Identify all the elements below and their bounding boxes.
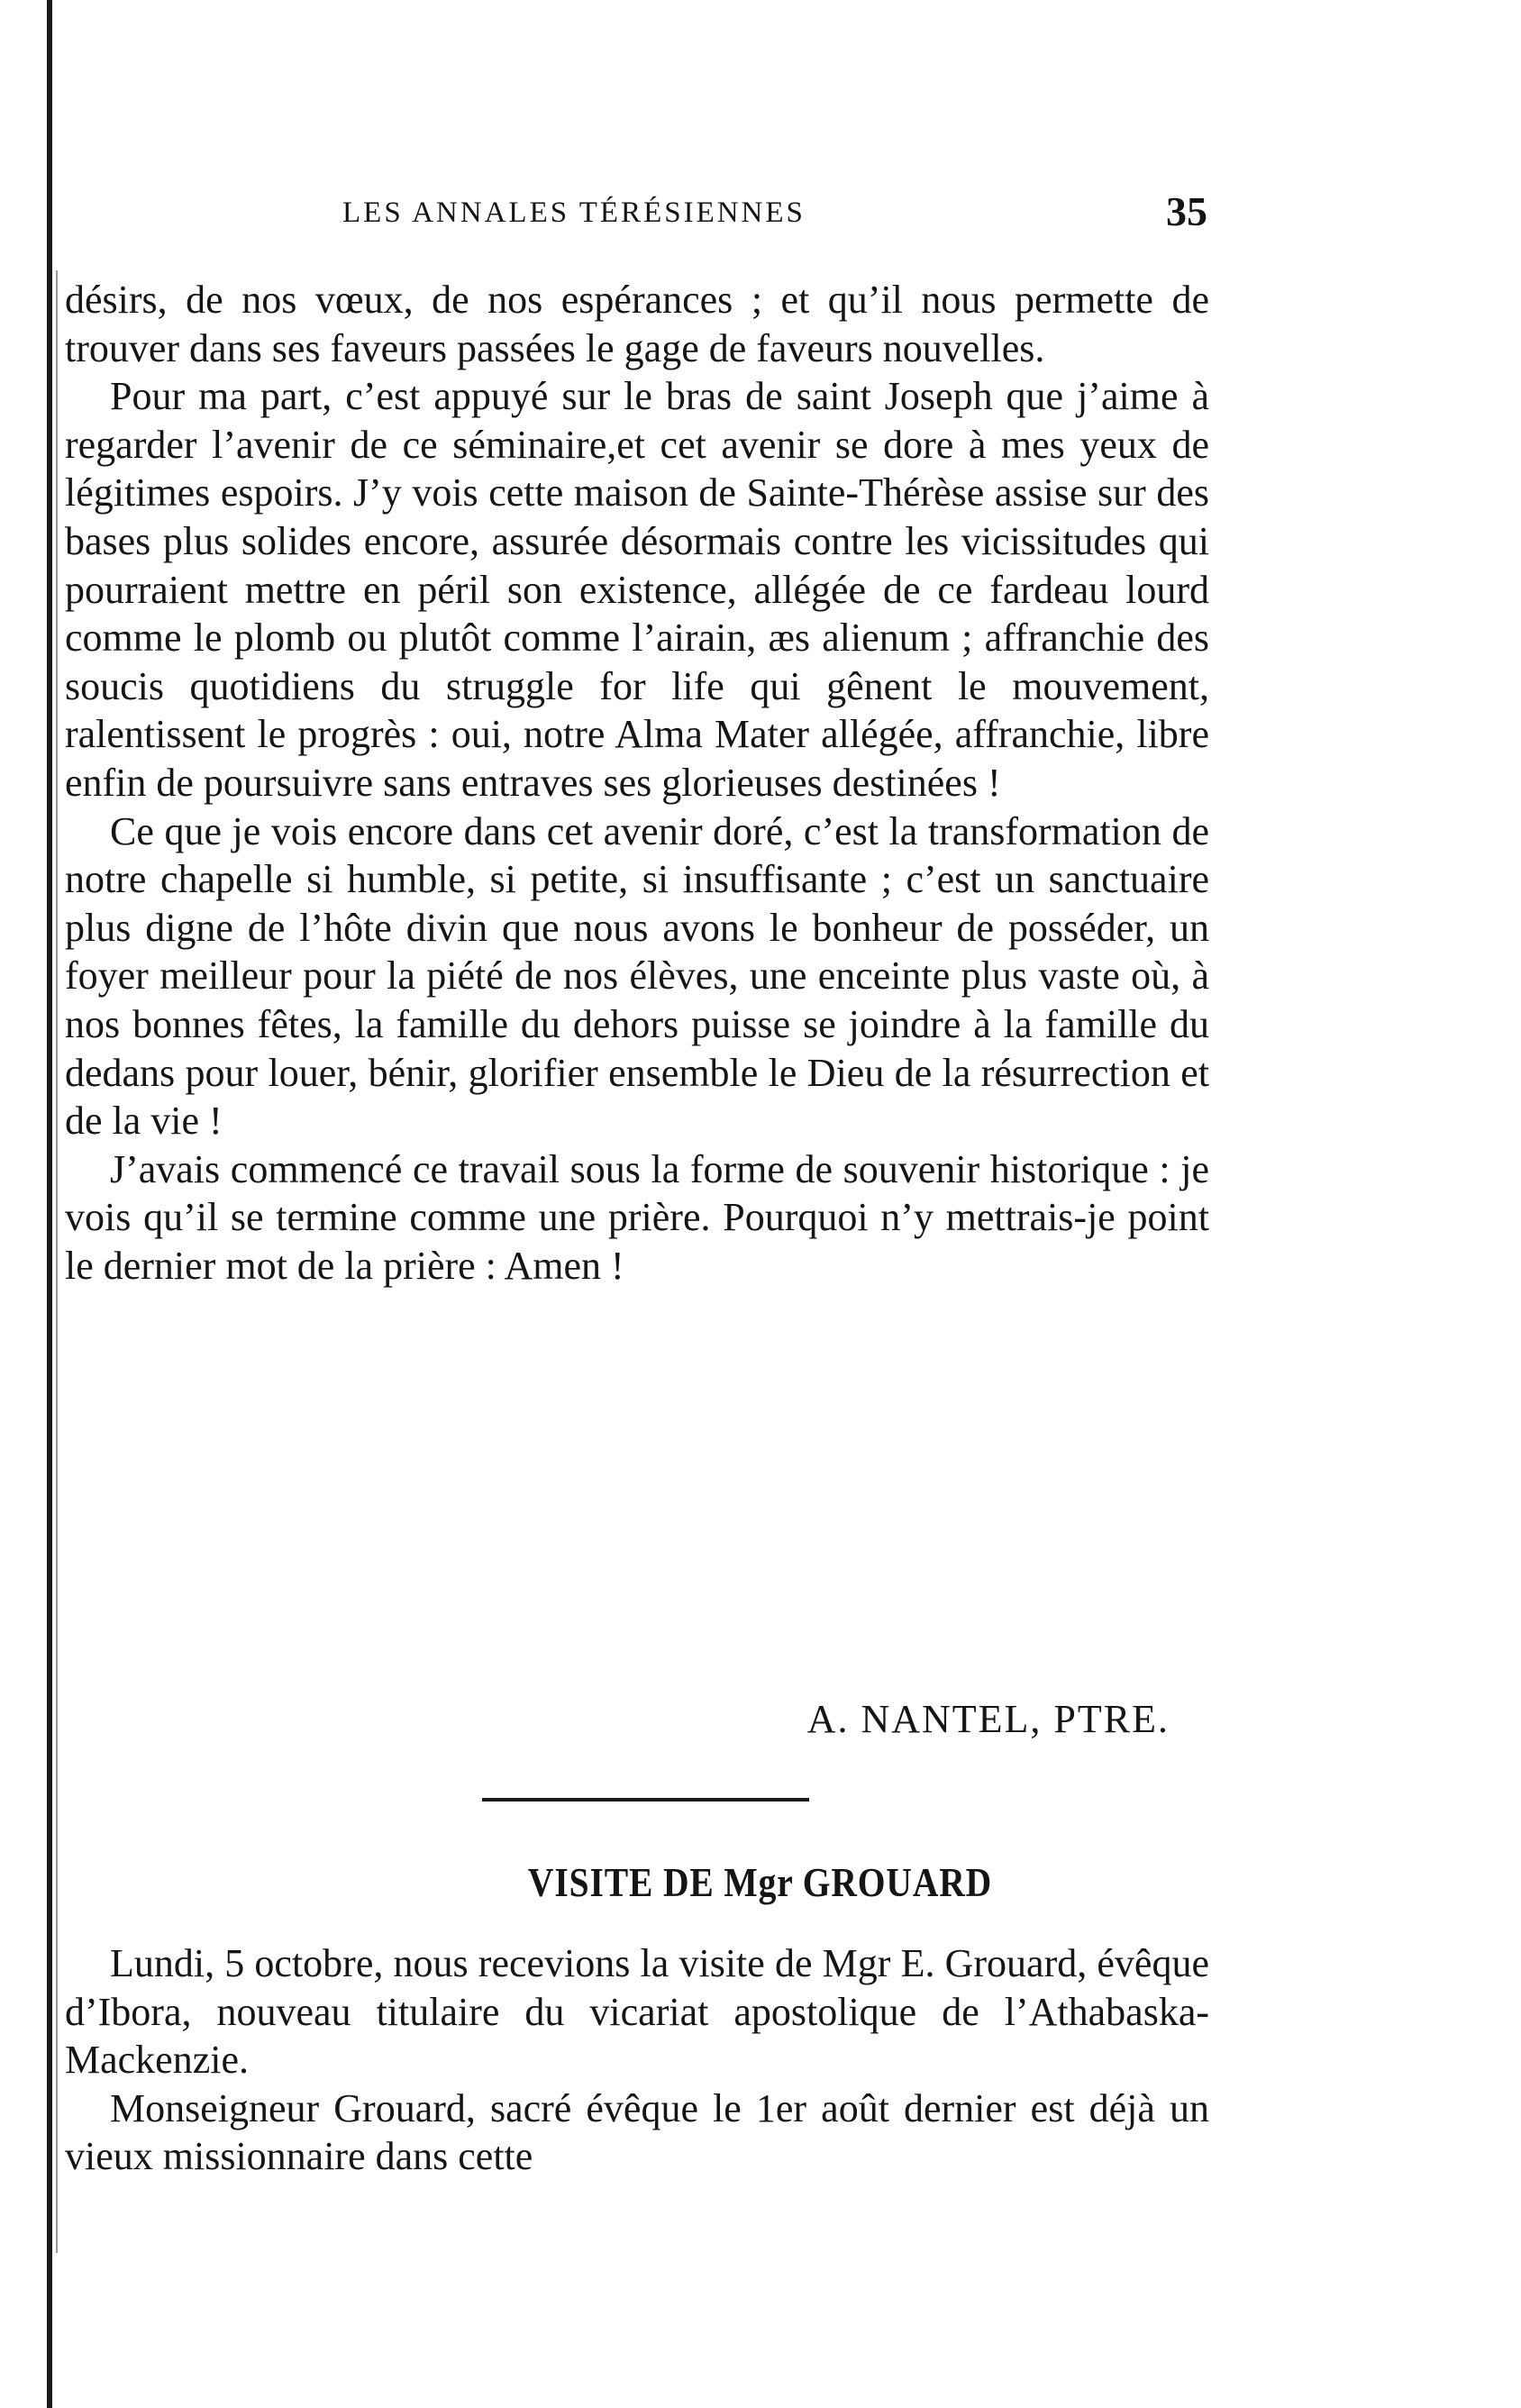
paragraph-2: Pour ma part, c’est appuyé sur le bras de saint Joseph que j’aime à regarder l’avenir de ce séminaire,et cet avenir se dore à mes yeux de légitimes espoirs. J’y vois cette maison de Sainte-Thérèse assise sur des bases plus solides encore, assurée désormais contre les vicissitudes qui pourraient mettre en péril son existence, allégée de ce fardeau lourd comme le plomb ou plutôt comme l’airain, æs alienum ; affranchie des soucis quotidiens du struggle for life qui gênent le mouvement, ralentissent le progrès : oui, notre Alma Mater allégée, affranchie, libre enfin de poursuivre sans entraves ses glorieuses destinées ! [65,374,1209,805]
running-head [342,187,1207,242]
author-signature: A. NANTEL, PTRE. [806,1697,1170,1741]
article-grouard-body [65,1939,1209,2181]
binding-edge [47,0,52,2408]
section-heading [0,1858,1521,1906]
section-divider [482,1798,809,1801]
paragraph-5: Lundi, 5 octobre, nous recevions la visite de Mgr E. Grouard, évêque d’Ibora, nouveau titulaire du vicariat apostolique de l’Athabaska-Mackenzie. [65,1941,1209,2083]
page-number: 35 [1166,188,1207,234]
article-nantel-body [65,276,1209,1290]
paragraph-6: Monseigneur Grouard, sacré évêque le 1er août dernier est déjà un vieux missionnaire dans cette [65,2085,1209,2179]
section-heading-text: VISITE DE Mgr GROUARD [528,1859,993,1905]
running-title: LES ANNALES TÉRÉSIENNES [342,196,806,229]
paragraph-3: Ce que je vois encore dans cet avenir doré, c’est la transformation de notre chapelle si humble, si petite, si insuffisante ; c’est un sanctuaire plus digne de l’hôte divin que nous avons le bonheur de posséder, un foyer meilleur pour la piété de nos élèves, une enceinte plus vaste où, à nos bonnes fêtes, la famille du dehors puisse se joindre à la famille du dedans pour louer, bénir, glorifier ensemble le Dieu de la résurrection et de la vie ! [65,808,1209,1144]
paragraph-1: désirs, de nos vœux, de nos espérances ; et qu’il nous permette de trouver dans ses faveurs passées le gage de faveurs nouvelles. [65,278,1209,370]
binding-shadow [56,270,58,2253]
paragraph-4: J’avais commencé ce travail sous la forme de souvenir historique : je vois qu’il se termine comme une prière. Pourquoi n’y mettrais-je point le dernier mot de la prière : Amen ! [65,1146,1209,1288]
